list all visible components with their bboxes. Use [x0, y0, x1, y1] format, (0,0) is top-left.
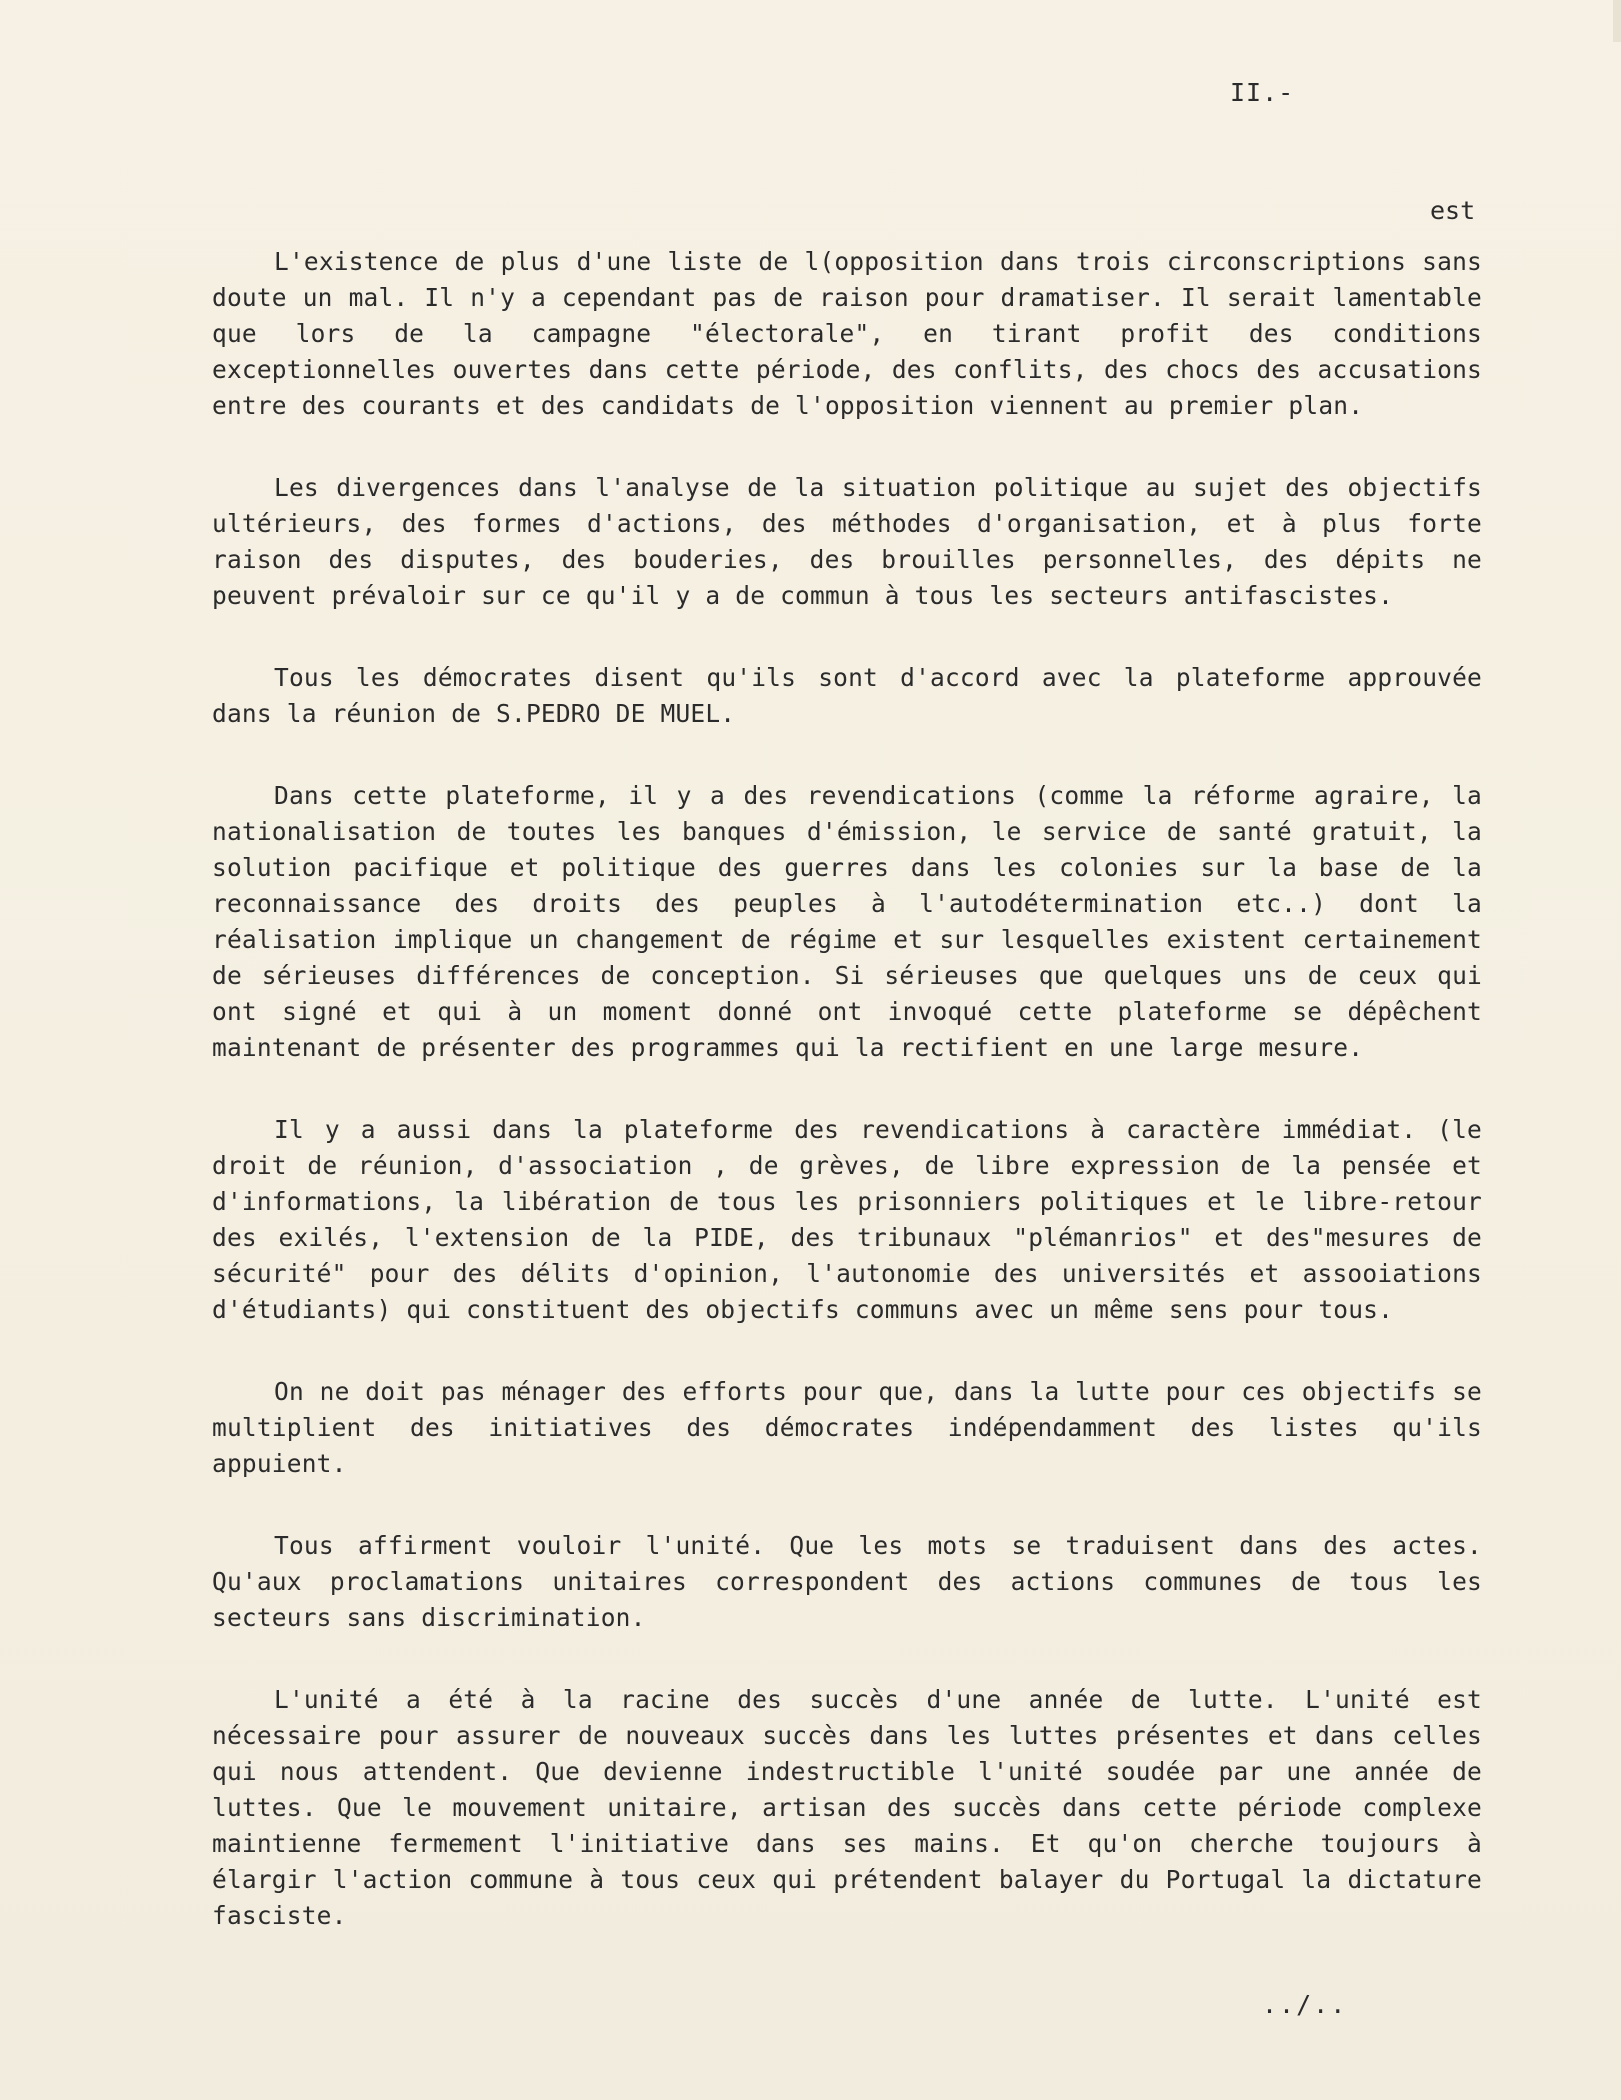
paragraph [212, 1528, 1482, 1636]
paragraph [212, 244, 1482, 424]
paragraph-text: On ne doit pas ménager des efforts pour que, dans la lutte pour ces objectifs se multiplient des initiatives des démocrates indépendamment des listes qu'ils appuient. [212, 1377, 1482, 1478]
continuation-mark: ../.. [1262, 1990, 1348, 2019]
page-edge [1613, 0, 1621, 42]
page-number: II.- [1230, 78, 1295, 107]
paragraph-text: Tous affirment vouloir l'unité. Que les mots se traduisent dans des actes. Qu'aux proclamations unitaires correspondent des actions communes de tous les secteurs sans discrimination. [212, 1531, 1482, 1632]
paragraph [212, 470, 1482, 614]
paragraph-text: L'unité a été à la racine des succès d'une année de lutte. L'unité est nécessaire pour assurer de nouveaux succès dans les luttes présentes et dans celles qui nous attendent. Que devienne indestructible l'unité soudée par une année de luttes. Que le mouvement unitaire, artisan des succès dans cette période complexe maintienne fermement l'initiative dans ses mains. Et qu'on cherche toujours à élargir l'action commune à tous ceux qui prétendent balayer du Portugal la dictature fasciste. [212, 1685, 1482, 1930]
paragraph-text: Tous les démocrates disent qu'ils sont d'accord avec la plateforme approuvée dans la réunion de S.PEDRO DE MUEL. [212, 663, 1482, 728]
paragraph-text: Dans cette plateforme, il y a des revendications (comme la réforme agraire, la nationalisation de toutes les banques d'émission, le service de santé gratuit, la solution pacifique et politique des guerres dans les colonies sur la base de la reconnaissance des droits des peuples à l'autodétermination etc..) dont la réalisation implique un changement de régime et sur lesquelles existent certainement de sérieuses différences de conception. Si sérieuses que quelques uns de ceux qui ont signé et qui à un moment donné ont invoqué cette plateforme se dépêchent maintenant de présenter des programmes qui la rectifient en une large mesure. [212, 781, 1482, 1062]
paragraph [212, 778, 1482, 1066]
paragraph-text: Les divergences dans l'analyse de la situation politique au sujet des objectifs ultérieurs, des formes d'actions, des méthodes d'organisation, et à plus forte raison des disputes, des bouderies, des brouilles personnelles, des dépits ne peuvent prévaloir sur ce qu'il y a de commun à tous les secteurs antifascistes. [212, 473, 1482, 610]
body-text [212, 244, 1482, 1980]
paragraph [212, 1682, 1482, 1934]
paragraph [212, 1374, 1482, 1482]
paragraph-text: L'existence de plus d'une liste de l(opposition dans trois circonscriptions sans doute un mal. Il n'y a cependant pas de raison pour dramatiser. Il serait lamentable que lors de la campagne "électorale", en tirant profit des conditions exceptionnelles ouvertes dans cette période, des conflits, des chocs des accusations entre des courants et des candidats de l'opposition viennent au premier plan. [212, 247, 1482, 420]
carry-over-word: est [1430, 196, 1476, 225]
paragraph [212, 660, 1482, 732]
paragraph-text: Il y a aussi dans la plateforme des revendications à caractère immédiat. (le droit de réunion, d'association , de grèves, de libre expression de la pensée et d'informations, la libération de tous les prisonniers politiques et le libre-retour des exilés, l'extension de la PIDE, des tribunaux "plémanrios" et des"mesures de sécurité" pour des délits d'opinion, l'autonomie des universités et assooiations d'étudiants) qui constituent des objectifs communs avec un même sens pour tous. [212, 1115, 1482, 1324]
paragraph [212, 1112, 1482, 1328]
